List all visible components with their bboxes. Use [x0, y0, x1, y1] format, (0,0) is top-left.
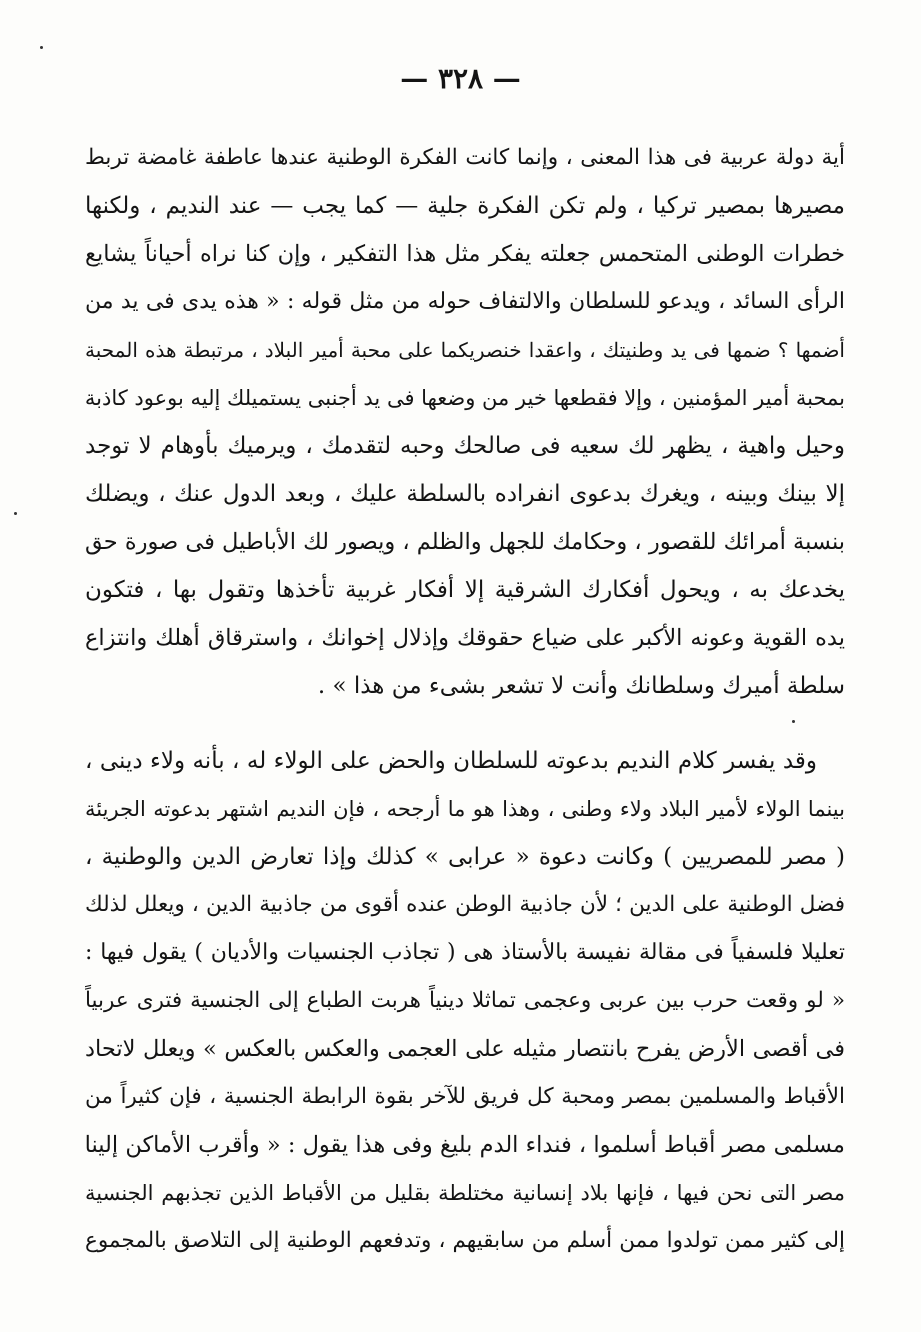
- text-line: ( مصر للمصريين ) وكانت دعوة « عرابى » كذلك وإذا تعارض الدين والوطنية ،: [85, 844, 845, 870]
- text-line: بينما الولاء لأمير البلاد ولاء وطنى ، وهذا هو ما أرجحه ، فإن النديم اشتهر بدعوته الجريئة: [85, 797, 845, 821]
- text-line: مصر التى نحن فيها ، فإنها بلاد إنسانية مختلطة بقليل من الأقباط الذين تجذبهم الجنسية: [85, 1181, 845, 1205]
- text-line: « لو وقعت حرب بين عربى وعجمى تماثلا دينياً هربت الطباع إلى الجنسية فترى عربياً: [85, 988, 845, 1013]
- text-line: بنسبة أمرائك للقصور ، وحكامك للجهل والظلم ، ويصور لك الأباطيل فى صورة حق: [85, 529, 845, 555]
- scan-speck: [792, 720, 795, 723]
- text-line: بمحبة أمير المؤمنين ، وإلا فقطعها خير من وضعها فى يد أجنبى يستميلك إليه بوعود كاذبة: [85, 386, 845, 410]
- page-number: — ٣٢٨ —: [400, 62, 521, 95]
- scan-speck: [14, 512, 17, 515]
- text-line: مسلمى مصر أقباط أسلموا ، فنداء الدم بليغ وفى هذا يقول : « وأقرب الأماكن إلينا: [85, 1132, 845, 1158]
- paragraph-1: [85, 134, 845, 710]
- text-line: الأقباط والمسلمين بمصر ومحبة كل فريق للآخر بقوة الرابطة الجنسية ، فإن كثيراً من: [85, 1084, 845, 1109]
- text-line: تعليلا فلسفياً فى مقالة نفيسة بالأستاذ هى ( تجاذب الجنسيات والأديان ) يقول فيها :: [85, 940, 845, 965]
- text-line: إلا بينك وبينه ، ويغرك بدعوى انفراده بالسلطة عليك ، وبعد الدول عنك ، ويضلك: [85, 481, 845, 507]
- text-line: فى أقصى الأرض يفرح بانتصار مثيله على العجمى والعكس بالعكس » ويعلل لاتحاد: [85, 1036, 845, 1062]
- paragraph-2: [85, 737, 845, 1265]
- text-line: يخدعك به ، ويحول أفكارك الشرقية إلا أفكار غربية تأخذها وتقول بها ، فتكون: [85, 577, 845, 603]
- text-line: فضل الوطنية على الدين ؛ لأن جاذبية الوطن عنده أقوى من جاذبية الدين ، ويعلل لذلك: [85, 892, 845, 917]
- text-line: الرأى السائد ، ويدعو للسلطان والالتفاف حوله من مثل قوله : « هذه يدى فى يد من: [85, 289, 845, 314]
- text-line: يده القوية وعونه الأكبر على ضياع حقوقك وإذلال إخوانك ، واسترقاق أهلك وانتزاع: [85, 625, 845, 651]
- text-line: وقد يفسر كلام النديم بدعوته للسلطان والحض على الولاء له ، بأنه ولاء دينى ،: [85, 748, 817, 774]
- text-line: أضمها ؟ ضمها فى يد وطنيتك ، واعقدا خنصريكما على محبة أمير البلاد ، مرتبطة هذه المحبة: [85, 338, 845, 362]
- text-line: وحيل واهية ، يظهر لك سعيه فى صالحك وحبه لتقدمك ، ويرميك بأوهام لا توجد: [85, 433, 845, 459]
- text-line: أية دولة عربية فى هذا المعنى ، وإنما كانت الفكرة الوطنية عندها عاطفة غامضة تربط: [85, 145, 845, 170]
- text-line: مصيرها بمصير تركيا ، ولم تكن الفكرة جلية — كما يجب — عند النديم ، ولكنها: [85, 193, 845, 219]
- text-line: خطرات الوطنى المتحمس جعلته يفكر مثل هذا التفكير ، وإن كنا نراه أحياناً يشايع: [85, 241, 845, 267]
- text-line: إلى كثير ممن تولدوا ممن أسلم من سابقيهم ، وتدفعهم الوطنية إلى التلاصق بالمجموع: [85, 1228, 845, 1253]
- scan-speck: [40, 46, 43, 49]
- text-line: سلطة أميرك وسلطانك وأنت لا تشعر بشىء من هذا » .: [317, 673, 845, 699]
